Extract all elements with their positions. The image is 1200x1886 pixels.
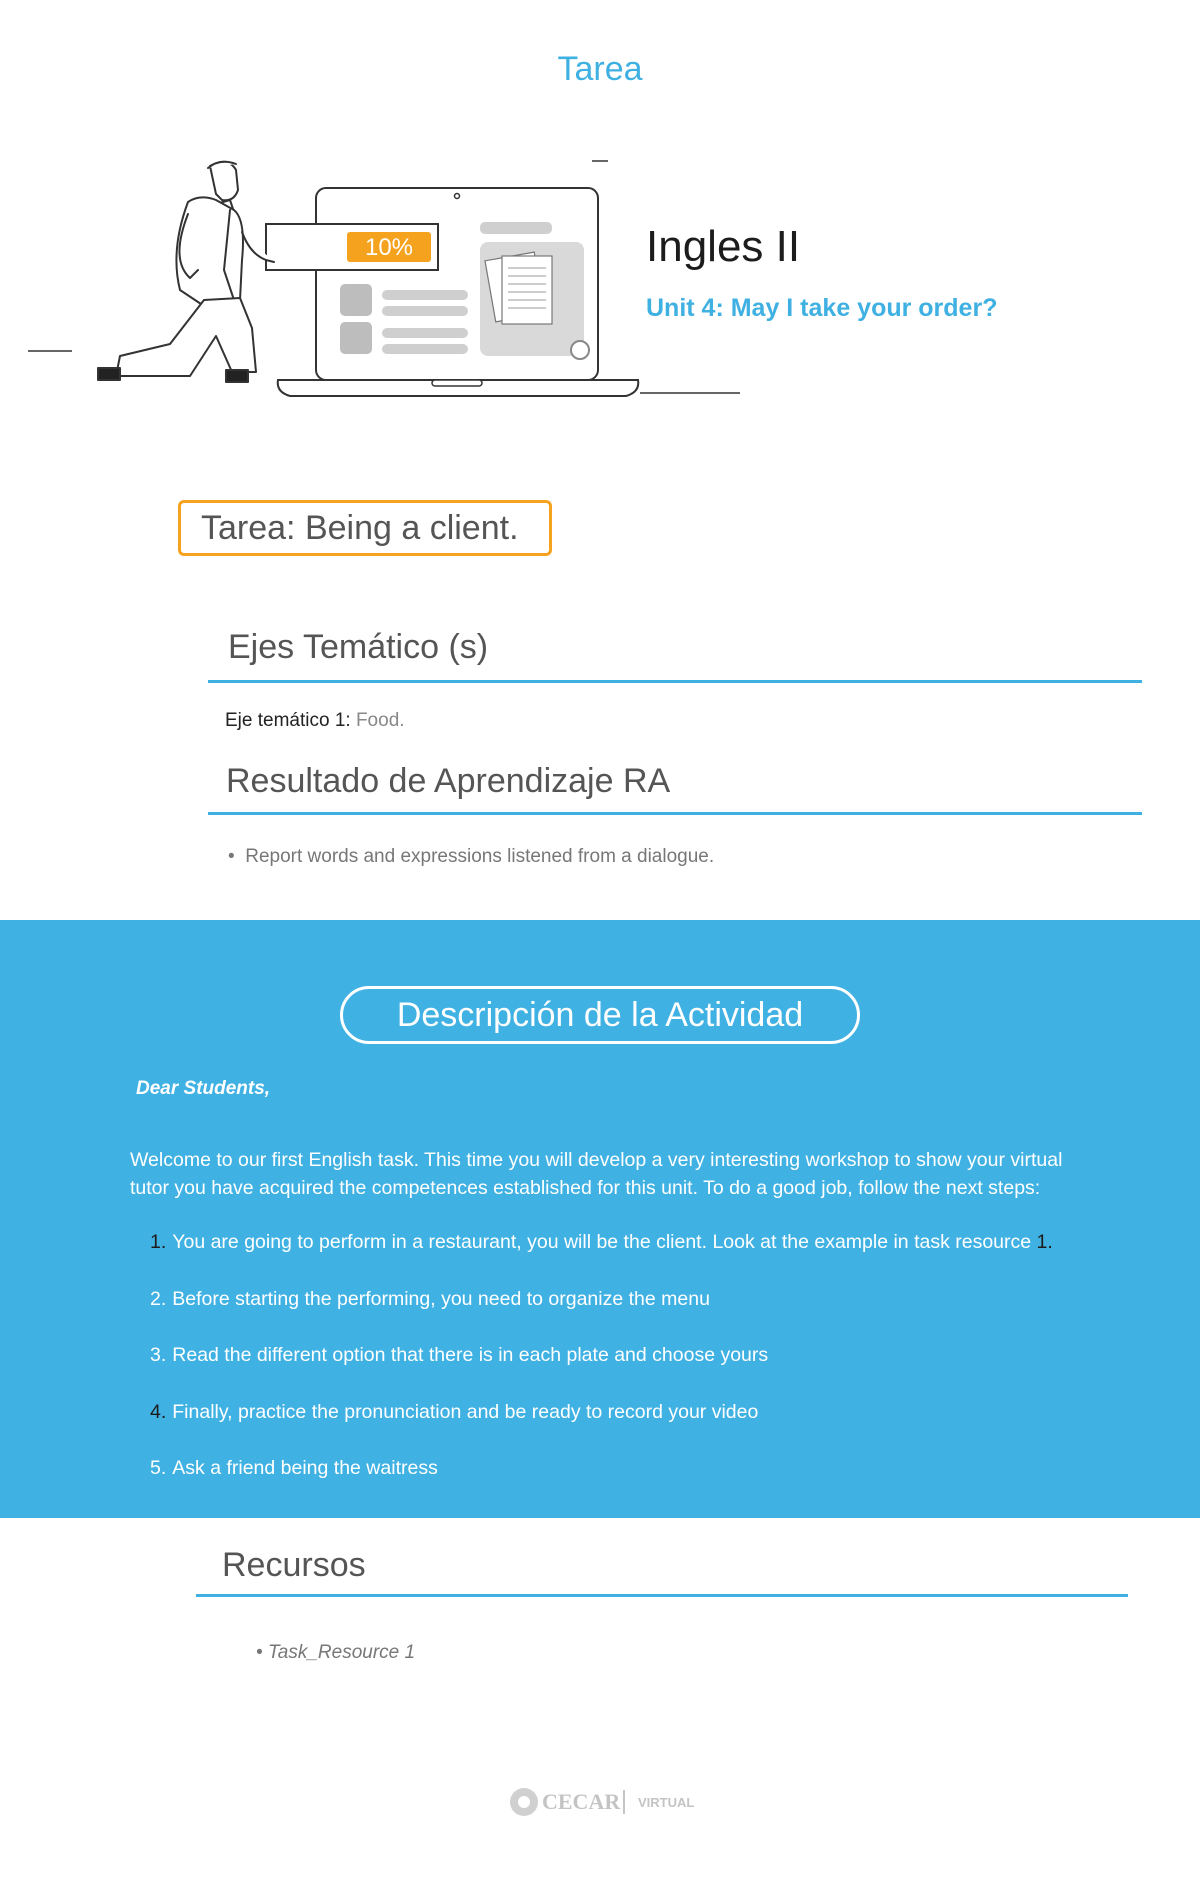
task-title: Tarea: Being a client. (178, 500, 552, 556)
cecar-virtual-logo (508, 1786, 708, 1818)
resultado-heading: Resultado de Aprendizaje RA (226, 762, 671, 800)
recursos-divider (196, 1594, 1128, 1597)
intro-paragraph: Welcome to our first English task. This time you will develop a very interesting workshop to show your virtual tutor you have acquired the competences established for this unit. To do a good job, follow the next steps: (130, 1149, 1063, 1199)
descripcion-heading: Descripción de la Actividad (340, 986, 860, 1044)
ejes-heading: Ejes Temático (s) (228, 628, 489, 666)
bullet: • (256, 1642, 268, 1663)
resultado-divider (208, 812, 1142, 815)
unit-subtitle: Unit 4: May I take your order? (646, 294, 998, 322)
list-item (150, 1341, 1110, 1398)
resource-link[interactable] (256, 1642, 415, 1664)
virtual-label: VIRTUAL (638, 1795, 695, 1810)
eje-value: Food. (355, 710, 405, 731)
step-suffix: 1. (1036, 1231, 1053, 1253)
eje-tematico-line (225, 710, 405, 732)
recursos-heading: Recursos (222, 1546, 366, 1584)
course-title: Ingles II (646, 222, 801, 271)
step-number: 4. (150, 1400, 167, 1423)
step-text: Finally, practice the pronunciation and be ready to record your video (172, 1400, 759, 1423)
ra-item-text: Report words and expressions listened from a dialogue. (245, 846, 715, 867)
ra-list-item (228, 846, 714, 868)
step-number: 3. (150, 1344, 167, 1366)
step-number: 1. (150, 1231, 167, 1253)
eje-label: Eje temático 1: (225, 710, 351, 731)
list-item (150, 1454, 1110, 1511)
resource-link-text: Task_Resource 1 (267, 1642, 416, 1663)
step-text: You are going to perform in a restaurant, you will be the client. Look at the example in task resource (172, 1231, 1037, 1253)
logo-text: CECAR (542, 1789, 621, 1814)
progress-label: 10% (364, 234, 414, 261)
list-item (150, 1398, 1110, 1455)
hero-illustration (20, 150, 760, 410)
page-title: Tarea (557, 50, 643, 88)
ejes-divider (208, 680, 1142, 683)
step-text: Ask a friend being the waitress (172, 1457, 438, 1479)
step-number: 2. (150, 1287, 167, 1310)
step-text: Read the different option that there is in each plate and choose yours (172, 1344, 769, 1366)
list-item (150, 1285, 1110, 1342)
greeting: Dear Students, (136, 1078, 271, 1099)
list-item (150, 1228, 1110, 1285)
steps-list (150, 1228, 1110, 1511)
step-text: Before starting the performing, you need to organize the menu (172, 1287, 710, 1310)
bullet: • (228, 846, 246, 867)
step-number: 5. (150, 1457, 167, 1479)
